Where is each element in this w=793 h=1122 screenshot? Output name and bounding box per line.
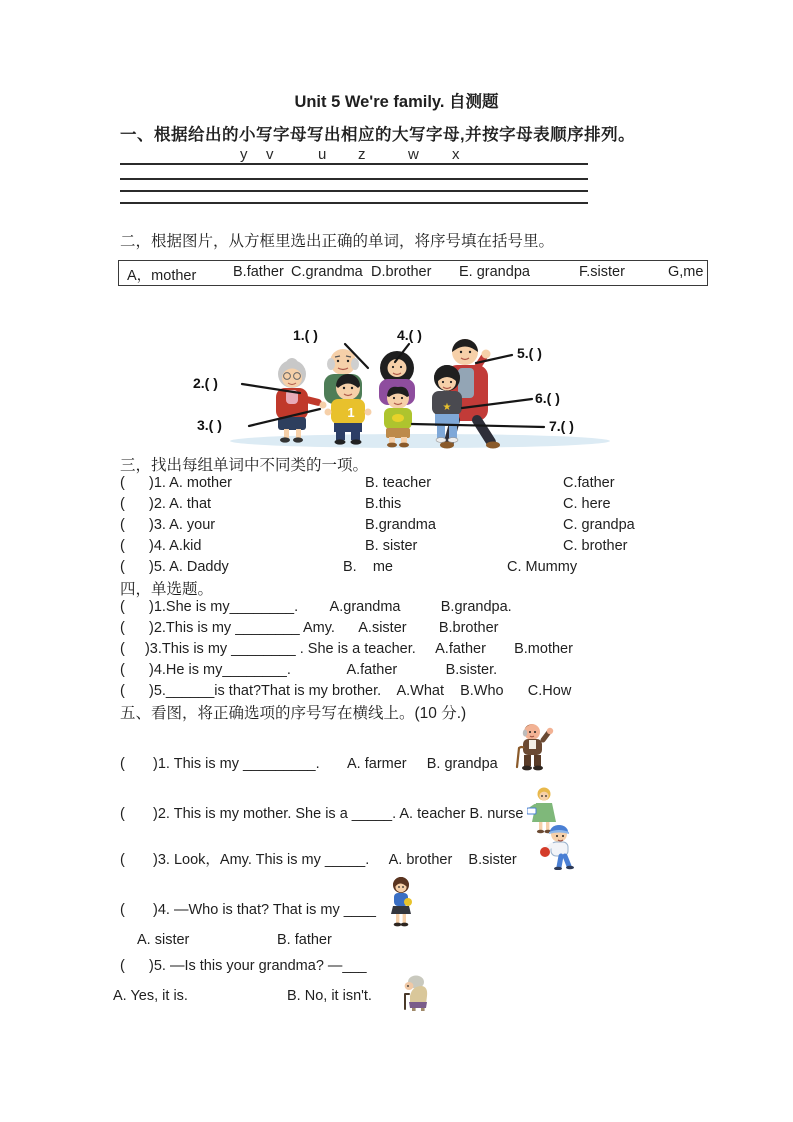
s3-4-col1: ( )4. A.kid [120, 537, 202, 554]
callout-1: 1.( ) [293, 327, 318, 343]
s3-3-col2: B.grandma [365, 516, 436, 533]
s3-4-col2: B. sister [365, 537, 418, 554]
section2-heading: 二，根据图片，从方框里选出正确的单词，将序号填在括号里。 [120, 233, 555, 250]
s3-item-4 [120, 538, 680, 559]
letter-u: u [318, 146, 327, 163]
boy-ball-image [539, 822, 577, 870]
word-bank-b: B.father [233, 264, 284, 280]
s5-item4-option-b: B. father [277, 932, 332, 948]
letter-x: x [452, 146, 460, 163]
section4-heading: 四，单选题。 [120, 581, 214, 598]
section3-items [120, 475, 680, 579]
answer-line-1 [120, 163, 588, 165]
word-bank-g: G,me [668, 264, 704, 280]
callout-7: 7.( ) [549, 418, 574, 434]
s4-item-4: ( )4.He is my________. A.father B.sister. [120, 661, 498, 678]
word-bank-f: F.sister [579, 264, 625, 280]
s5-item-1: ( )1. This is my _________. A. farmer B. grandpa [120, 756, 498, 772]
section1-heading: 一、根据给出的小写字母写出相应的大写字母,并按字母表顺序排列。 [120, 126, 636, 144]
s3-4-col3: C. brother [563, 537, 628, 554]
grandma-figure [276, 358, 327, 443]
girl-image [386, 876, 416, 928]
s3-2-col3: C. here [563, 495, 611, 512]
s5-item-5: ( )5. —Is this your grandma? —___ [120, 958, 367, 974]
letter-z: z [358, 146, 366, 163]
s3-item-1 [120, 475, 680, 496]
letter-v: v [266, 146, 274, 163]
s4-item-1: ( )1.She is my________. A.grandma B.grandpa. [120, 599, 512, 615]
word-bank-a: A，mother [127, 268, 197, 284]
callout-3: 3.( ) [197, 417, 222, 433]
svg-text:1: 1 [347, 405, 355, 420]
s3-5-col3: C. Mummy [507, 558, 578, 575]
word-bank-e: E. grandpa [459, 264, 530, 280]
s5-item5-option-b: B. No, it isn't. [287, 988, 372, 1004]
s5-item4-option-a: A. sister [137, 932, 190, 948]
answer-line-3 [120, 190, 588, 192]
s4-item-3: ( )3.This is my ________ . She is a teacher. A.father B.mother [120, 640, 573, 657]
s3-5-col2: B. me [343, 558, 393, 575]
callout-4: 4.( ) [397, 327, 422, 343]
s3-3-col3: C. grandpa [563, 516, 635, 533]
callout-2: 2.( ) [193, 375, 218, 391]
s3-2-col2: B.this [365, 495, 402, 512]
s4-item-2: ( )2.This is my ________ Amy. A.sister B.brother [120, 619, 499, 636]
s5-item-3: ( )3. Look，Amy. This is my _____. A. brother B.sister [120, 852, 517, 868]
callout-5: 5.( ) [517, 345, 542, 361]
section3-heading: 三，找出每组单词中不同类的一项。 [120, 457, 369, 474]
section4-items [120, 599, 720, 703]
s3-1-col1: ( )1. A. mother [120, 475, 233, 491]
letter-y: y [240, 146, 248, 163]
s3-2-col1: ( )2. A. that [120, 495, 212, 512]
page-title: Unit 5 We're family. 自测题 [294, 93, 499, 111]
answer-line-2 [120, 178, 588, 180]
s3-5-col1: ( )5. A. Daddy [120, 558, 229, 575]
answer-line-4 [120, 202, 588, 204]
family-illustration [185, 322, 615, 452]
word-bank-box [118, 260, 708, 286]
letter-w: w [408, 146, 419, 163]
svg-text:★: ★ [442, 402, 452, 413]
s3-item-2 [120, 496, 680, 517]
s3-item-3 [120, 517, 680, 538]
callout-6: 6.( ) [535, 390, 560, 406]
word-bank-d: D.brother [371, 264, 432, 280]
s3-1-col3: C.father [563, 475, 615, 491]
s5-item-4: ( )4. —Who is that? That is my ____ [120, 902, 376, 918]
s5-item5-option-a: A. Yes, it is. [113, 988, 188, 1004]
s3-1-col2: B. teacher [365, 475, 432, 491]
s4-item-5: ( )5.______is that?That is my brother. A.What B.Who C.How [120, 682, 572, 699]
s3-3-col1: ( )3. A. your [120, 516, 216, 533]
word-bank-c: C.grandma [291, 264, 363, 280]
grandma-cane-image [396, 974, 434, 1012]
s5-item-2: ( )2. This is my mother. She is a _____. A. teacher B. nurse [120, 806, 524, 822]
grandpa-cane-image [512, 722, 556, 772]
section5-heading: 五、看图，将正确选项的序号写在横线上。(10 分.) [120, 705, 467, 722]
